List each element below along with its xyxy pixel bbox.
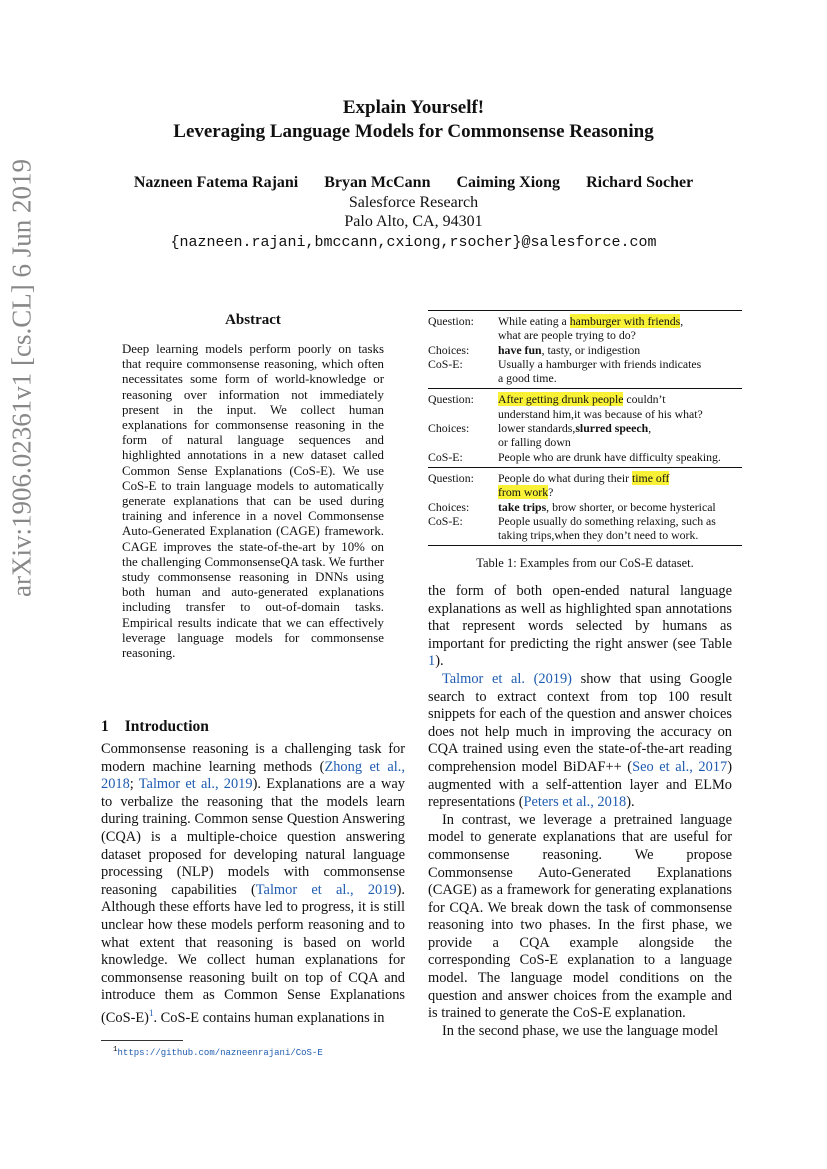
intro-left-column	[101, 741, 405, 1027]
table-row	[428, 421, 742, 450]
text-run: Usually a hamburger with friends indicates	[498, 356, 702, 371]
intro-paragraph-3: In contrast, we leverage a pretrained language model to generate explanations that are useful for commonsense reasoning. We propose Commonsense Auto-Generated Explanations (CAGE) as a framework for generating explanations for CQA. We break down the task of commonsense reasoning into two phases. In the first phase, we provide a CQA example alongside the corresponding CoS-E explanation to a language model. The language model conditions on the question and answer choices from the example and is trained to generate the CoS-E explanation.	[428, 811, 732, 1022]
text-run: ,	[648, 421, 652, 436]
row-label: CoS-E:	[428, 513, 463, 528]
footnote-rule	[101, 1040, 183, 1041]
table-reference[interactable]: 1	[428, 653, 436, 670]
highlight-span: After getting drunk people	[498, 392, 624, 407]
citation-seo[interactable]: Seo et al., 2017	[632, 758, 728, 775]
author-3: Caiming Xiong	[456, 174, 561, 191]
row-label: Question:	[428, 470, 474, 485]
paper-title	[0, 96, 827, 144]
citation-talmor[interactable]: Talmor et al., 2019	[255, 881, 397, 898]
author-list	[0, 174, 827, 192]
text-run: ). Explanations are a way to verbalize the reasoning that the models learn during training. Common sense Question Answering (CQA) is a multiple-choice question answering dataset proposed for developing natural language processing (NLP) models with commonsense reasoning capabilities (	[101, 776, 405, 898]
row-label: CoS-E:	[428, 449, 463, 464]
intro-paragraph-4: In the second phase, we use the language model	[442, 1022, 719, 1039]
text-run: ?	[548, 485, 554, 500]
affiliation: Salesforce Research	[348, 194, 479, 211]
intro-paragraph-continued	[428, 583, 732, 671]
correct-answer: slurred speech	[575, 421, 649, 436]
question-text	[498, 392, 742, 421]
highlight-span: hamburger with friends	[569, 314, 681, 328]
row-label: Question:	[428, 314, 474, 328]
intro-right-column	[428, 583, 732, 1040]
citation-zhong[interactable]: Zhong et al., 2018	[101, 758, 405, 793]
table-row	[428, 343, 742, 357]
text-run: . CoS-E contains human explanations in	[153, 1009, 385, 1026]
text-run: ) augmented with a self-attention layer and ELMo representations (	[428, 758, 732, 811]
intro-paragraph-2	[428, 671, 732, 812]
table-row	[428, 514, 742, 543]
table-row	[428, 450, 742, 464]
snippet-count: 100	[667, 688, 690, 705]
abstract-text-2: on the challenging CommonsenseQA task. We further study commonsense reasoning in DNNs using both human and auto-generated explanations including transfer to out-of-domain tasks. Empirical results indicate that we can effectively leverage language models for commonsense reasoning.	[122, 539, 384, 661]
table-examples	[428, 310, 742, 546]
table-row	[428, 500, 742, 514]
text-run: what are people trying to do?	[498, 328, 636, 343]
section-number: 1	[101, 718, 109, 735]
author-emails: {nazneen.rajani,bmccann,cxiong,rsocher}@salesforce.com	[170, 234, 657, 251]
title-line-1: Explain Yourself!	[342, 97, 485, 118]
text-run: show that using Google search to extract context from top	[428, 670, 732, 705]
author-2: Bryan McCann	[324, 174, 431, 191]
text-run: understand him,it was because of his what?	[498, 406, 703, 421]
abstract-percent: 10%	[341, 539, 365, 554]
cose-text	[498, 357, 742, 386]
text-run: a good time.	[498, 371, 557, 386]
arxiv-stamp-text: arXiv:1906.02361v1 [cs.CL] 6 Jun 2019	[6, 159, 37, 597]
table-row	[428, 357, 742, 386]
text-run: Commonsense reasoning is a challenging task for modern machine learning methods (	[101, 741, 405, 775]
table-bottom-rule	[428, 545, 742, 546]
title-line-2: Leveraging Language Models for Commonsense Reasoning	[173, 121, 654, 142]
choices-text	[498, 343, 742, 357]
cose-text: People who are drunk have difficulty speaking.	[498, 449, 721, 464]
question-text	[498, 471, 742, 500]
text-run: or falling down	[498, 435, 571, 450]
text-run: , tasty, or indigestion	[541, 342, 641, 357]
text-run: result snippets for each of the question and answer choices does not help much in improving the accuracy on CQA trained using even the state-of-the-art reading comprehension model BiDAF++ (	[428, 688, 732, 775]
table-row	[428, 314, 742, 343]
text-run: ).	[435, 653, 444, 670]
citation-talmor-year[interactable]: Talmor et al. (2019)	[442, 670, 572, 687]
highlight-span: from work	[498, 485, 549, 500]
choices-text	[498, 500, 742, 514]
text-run: While eating a	[498, 314, 570, 328]
row-label: Choices:	[428, 499, 470, 514]
table-row	[428, 471, 742, 500]
text-run: the form of both open-ended natural language explanations as well as highlighted span annotations that represent words selected by humans as important for predicting the right answer (see Table	[428, 583, 732, 652]
table-example-3	[428, 468, 742, 545]
citation-talmor[interactable]: Talmor et al., 2019	[138, 776, 253, 793]
cose-text	[498, 514, 742, 543]
question-text	[498, 314, 742, 343]
footnote-number: 1	[113, 1046, 118, 1054]
text-run: People do what during their	[498, 470, 632, 485]
highlight-span: time off	[632, 470, 670, 485]
text-run: ).	[626, 794, 635, 811]
table-caption: Table 1: Examples from our CoS-E dataset.	[476, 556, 694, 570]
table-example-2	[428, 389, 742, 466]
abstract-heading: Abstract	[225, 312, 281, 328]
abstract-text-1: Deep learning models perform poorly on tasks that require commonsense reasoning, which often necessitates some form of world-knowledge or reasoning over information not immediately present in the input. We collect human explanations for commonsense reasoning in the form of natural language sequences and highlighted annotations in a new dataset called Common Sense Explanations (CoS-E). We use CoS-E to train language models to automatically generate explanations that can be used during training and inference in a novel Commonsense Auto-Generated Explanation (CAGE) framework. CAGE improves the state-of-the-art by	[122, 342, 384, 554]
correct-answer: have fun	[498, 342, 542, 357]
location: Palo Alto, CA, 94301	[344, 213, 483, 230]
author-1: Nazneen Fatema Rajani	[133, 174, 299, 191]
citation-peters[interactable]: Peters et al., 2018	[523, 794, 627, 811]
text-run: ;	[129, 776, 139, 793]
correct-answer: take trips	[498, 499, 547, 514]
section-title: Introduction	[124, 718, 209, 735]
footnote	[113, 1046, 323, 1058]
table-example-1	[428, 311, 742, 388]
author-4: Richard Socher	[586, 174, 694, 191]
section-heading-introduction	[101, 718, 209, 736]
choices-text	[498, 421, 742, 450]
row-label: Choices:	[428, 342, 470, 357]
text-run: ,	[680, 314, 684, 328]
abstract-body	[122, 342, 384, 661]
intro-paragraph-1	[101, 741, 405, 1027]
footnote-mark[interactable]: 1	[148, 1007, 154, 1018]
table-row	[428, 392, 742, 421]
text-run: couldn’t	[623, 392, 666, 407]
text-run: People usually do something relaxing, such as	[498, 513, 716, 528]
row-label: Question:	[428, 392, 474, 407]
footnote-url[interactable]: https://github.com/nazneenrajani/CoS-E	[117, 1048, 323, 1058]
text-run: , brow shorter, or become hysterical	[546, 499, 716, 514]
text-run: ). Although these efforts have led to progress, it is still unclear how these models perform reasoning and to what extent that reasoning is based on world knowledge. We collect human explanations for commonsense reasoning built on top of CQA and introduce them as Common Sense Explanations (CoS-E)	[101, 881, 405, 1026]
row-label: CoS-E:	[428, 356, 463, 371]
text-run: lower standards,	[498, 421, 576, 436]
text-run: taking trips,when they don’t need to work.	[498, 528, 699, 543]
row-label: Choices:	[428, 421, 470, 436]
